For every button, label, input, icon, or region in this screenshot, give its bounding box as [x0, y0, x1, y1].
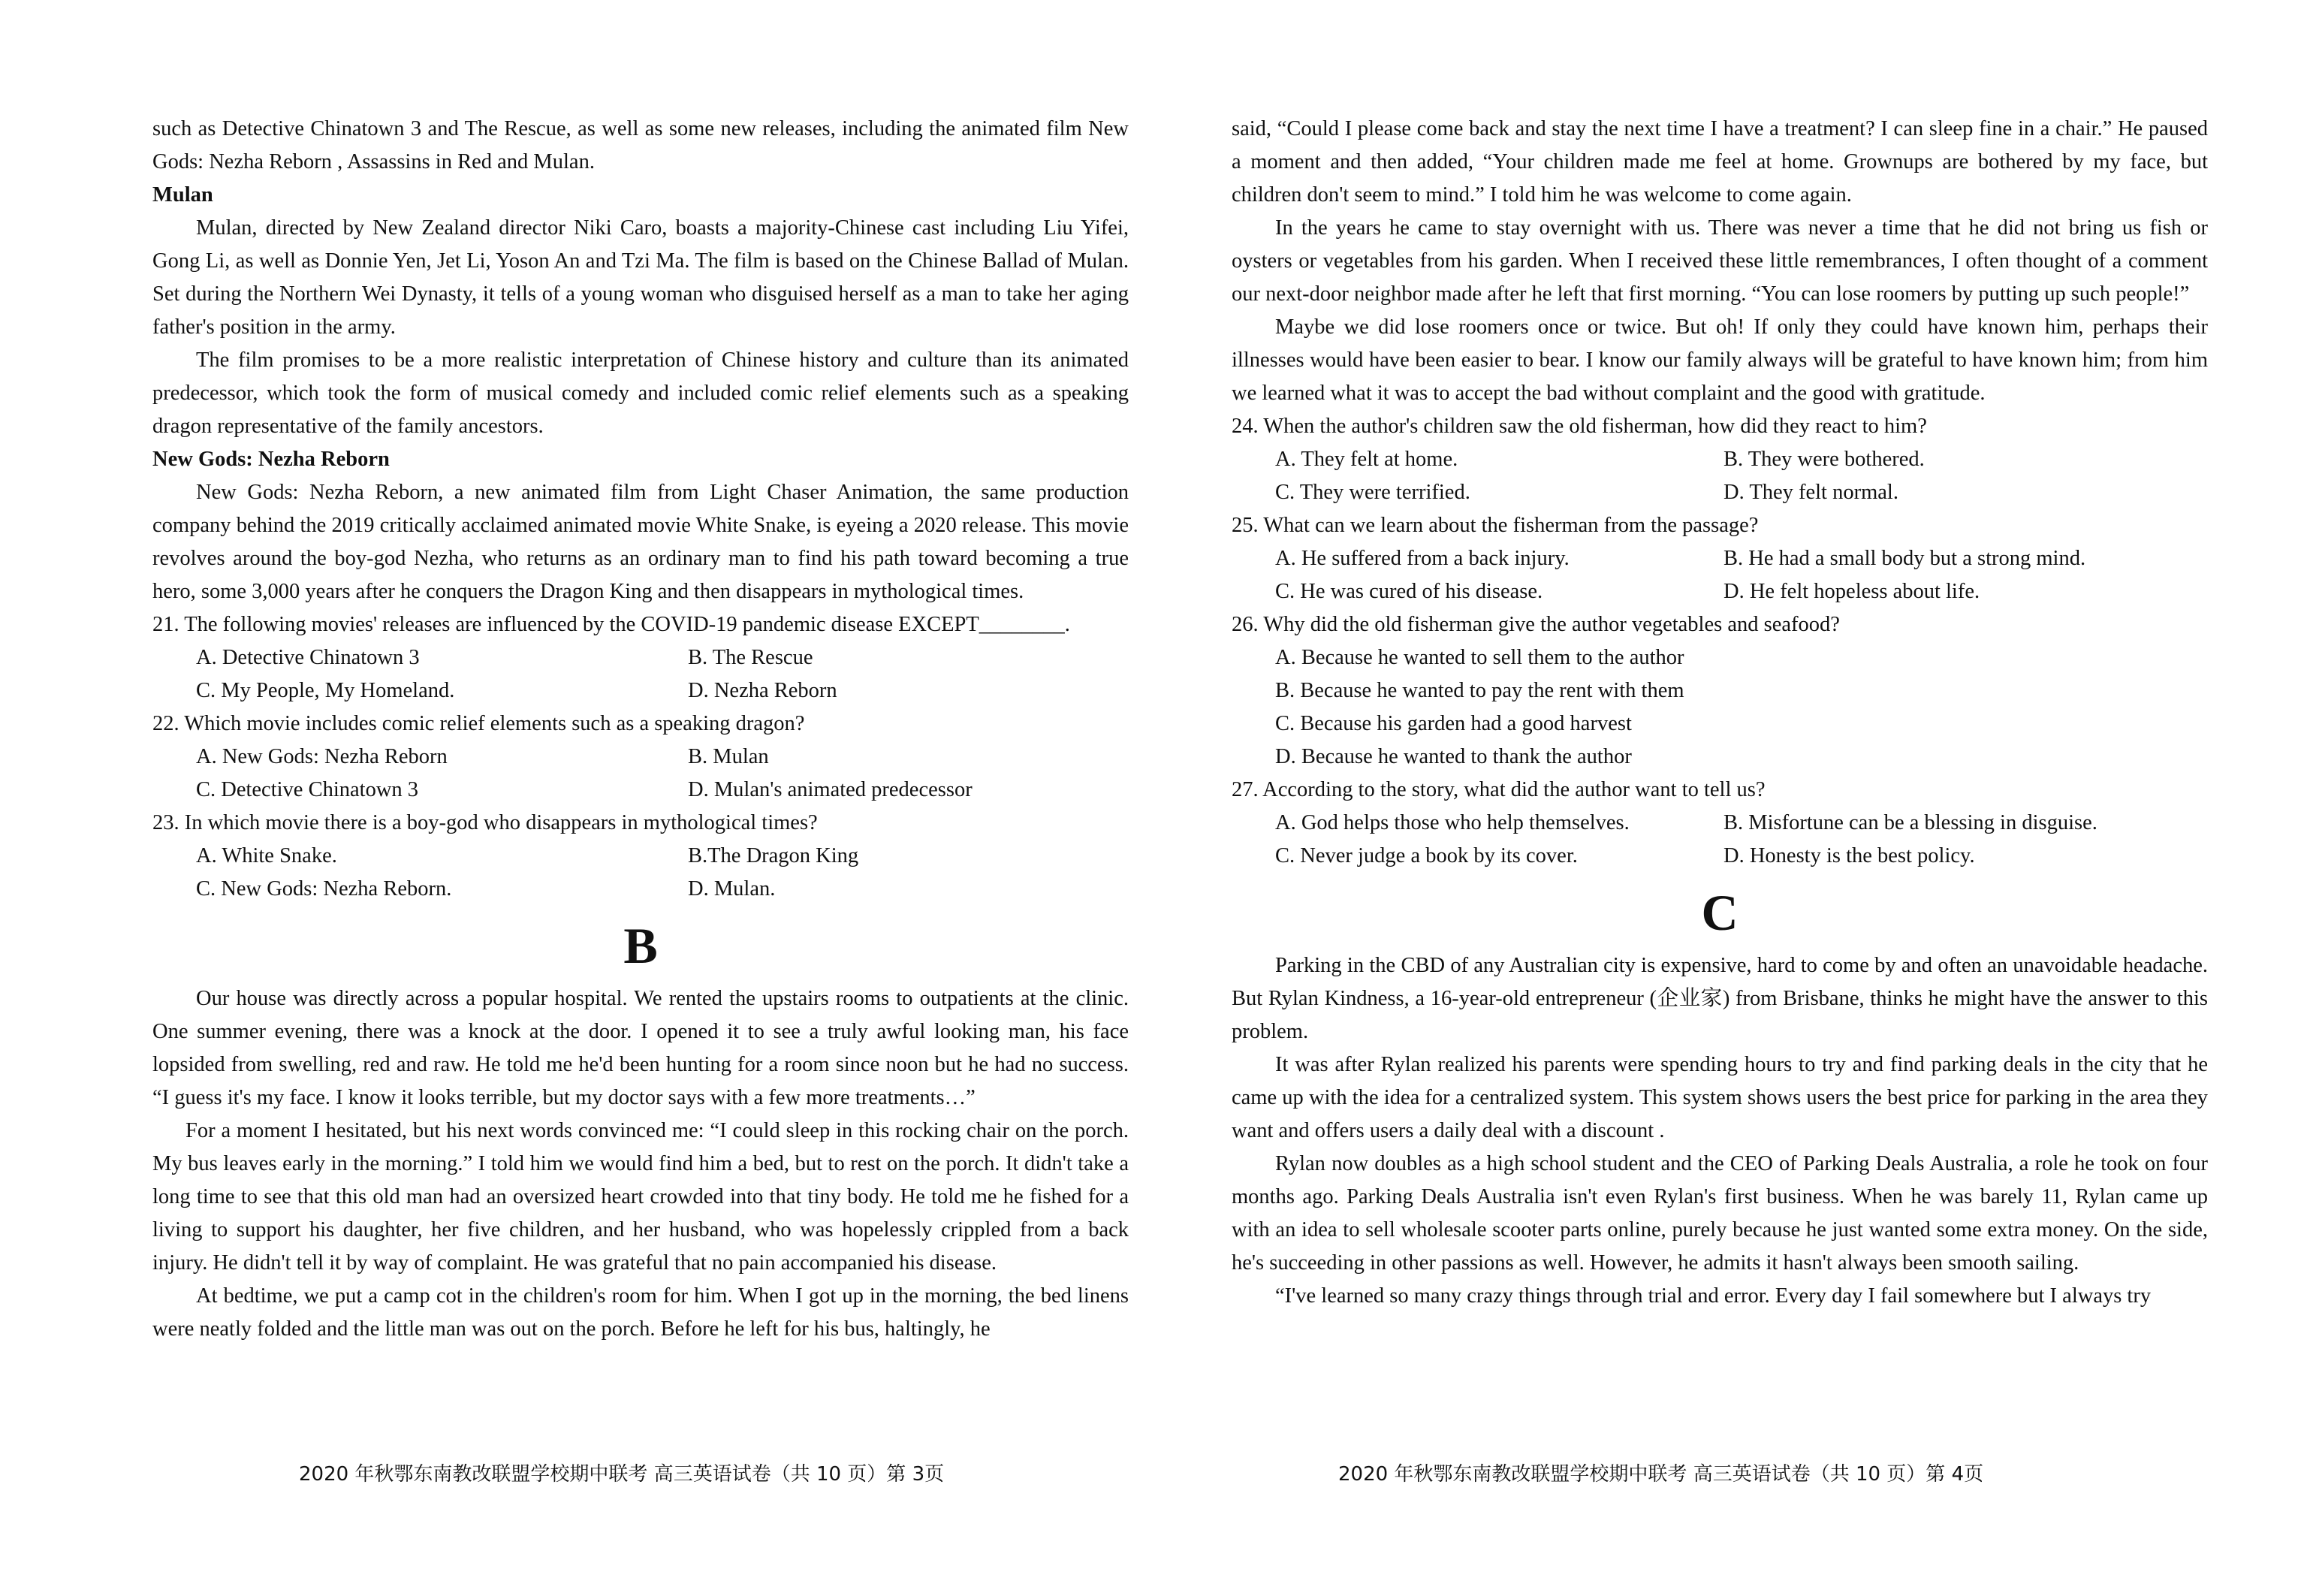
option-b: B. The Rescue [688, 646, 813, 669]
passage-b-paragraph-6: Maybe we did lose roomers once or twice. But oh! If only they could have known him, perhaps their illnesses would have been easier to bear. I know our family always will be grateful to have known him; from him we learned what it was to accept the bad without complaint and the good with gratitude. [1232, 315, 2208, 405]
mulan-paragraph-2: The film promises to be a more realistic interpretation of Chinese history and culture than its animated predecessor, which took the form of musical comedy and included comic relief elements such as a speaking dragon representative of the family ancestors. [152, 348, 1129, 438]
question-24 [1232, 410, 2208, 509]
option-d: D. Because he wanted to thank the author [1275, 745, 1632, 768]
passage-c-paragraph-2: It was after Rylan realized his parents were spending hours to try and find parking deals in the city that he came up with the idea for a centralized system. This system shows users the best price for parking in the area they want and offers users a daily deal with a discount . [1232, 1053, 2208, 1142]
question-stem: 22. Which movie includes comic relief elements such as a speaking dragon? [152, 712, 805, 735]
question-stem: 21. The following movies' releases are influenced by the COVID-19 pandemic disease EXCEPT________. [152, 613, 1070, 636]
nezha-heading: New Gods: Nezha Reborn [152, 448, 390, 471]
mulan-paragraph-1: Mulan, directed by New Zealand director Niki Caro, boasts a majority-Chinese cast including Liu Yifei, Gong Li, as well as Donnie Yen, Jet Li, Yoson An and Tzi Ma. The film is based on the Chinese Ballad of Mulan. Set during the Northern Wei Dynasty, it tells of a young woman who disguised herself as a man to take her aging father's position in the army. [152, 216, 1129, 339]
option-a: A. He suffered from a back injury. [1275, 547, 1570, 570]
question-stem: 27. According to the story, what did the author want to tell us? [1232, 778, 1766, 801]
option-d: D. He felt hopeless about life. [1723, 580, 1980, 603]
passage-b-paragraph-3: At bedtime, we put a camp cot in the children's room for him. When I got up in the morning, the bed linens were neatly folded and the little man was out on the porch. Before he left for his bus, haltingly, he [152, 1284, 1129, 1341]
passage-c-paragraph-4: “I've learned so many crazy things through trial and error. Every day I fail somewhere but I always try [1275, 1284, 2152, 1308]
question-options [1232, 641, 2208, 774]
option-c: C. Because his garden had a good harvest [1275, 712, 1632, 735]
option-a: A. Detective Chinatown 3 [196, 646, 420, 669]
option-c: C. Detective Chinatown 3 [196, 778, 419, 801]
question-options [1232, 443, 2208, 509]
option-d: D. They felt normal. [1723, 481, 1898, 504]
exam-page-4 [1152, 0, 2304, 1596]
option-c: C. New Gods: Nezha Reborn. [196, 877, 452, 901]
option-a: A. They felt at home. [1275, 448, 1458, 471]
question-22 [152, 707, 1129, 807]
option-a: A. New Gods: Nezha Reborn [196, 745, 448, 768]
question-stem: 23. In which movie there is a boy-god who disappears in mythological times? [152, 811, 818, 834]
question-stem: 24. When the author's children saw the old fisherman, how did they react to him? [1232, 415, 1927, 438]
option-d: D. Nezha Reborn [688, 679, 837, 702]
question-25 [1232, 509, 2208, 608]
question-21 [152, 608, 1129, 707]
intro-paragraph: such as Detective Chinatown 3 and The Rescue, as well as some new releases, including the animated film New Gods: Nezha Reborn , Assassins in Red and Mulan. [152, 117, 1129, 173]
question-options [152, 641, 1129, 707]
question-27 [1232, 774, 2208, 873]
option-c: C. Never judge a book by its cover. [1275, 844, 1578, 867]
passage-b-paragraph-1: Our house was directly across a popular hospital. We rented the upstairs rooms to outpatients at the clinic. One summer evening, there was a knock at the door. I opened it to see a truly awful looking man, his face lopsided from swelling, red and raw. He told me he'd been hunting for a room since noon but he had no success. “I guess it's my face. I know it looks terrible, but my doctor says with a few more treatments…” [152, 987, 1129, 1109]
question-26 [1232, 608, 2208, 774]
option-b: B. They were bothered. [1723, 448, 1925, 471]
question-stem: 25. What can we learn about the fisherman from the passage? [1232, 514, 1759, 537]
nezha-paragraph-1: New Gods: Nezha Reborn, a new animated film from Light Chaser Animation, the same production company behind the 2019 critically acclaimed animated movie White Snake, is eyeing a 2020 release. This movie revolves around the boy-god Nezha, who returns as an ordinary man to find his path toward becoming a true hero, some 3,000 years after he conquers the Dragon King and then disappears in mythological times. [152, 481, 1129, 603]
section-c-heading: C [1701, 884, 1739, 941]
question-23 [152, 807, 1129, 906]
question-options [1232, 542, 2208, 608]
question-stem: 26. Why did the old fisherman give the author vegetables and seafood? [1232, 613, 1840, 636]
passage-c-paragraph-3: Rylan now doubles as a high school student and the CEO of Parking Deals Australia, a role he took on four months ago. Parking Deals Australia isn't even Rylan's first business. When he was barely 11, Rylan came up with an idea to sell wholesale scooter parts online, purely because he just wanted some extra money. On the side, he's succeeding in other passions as well. However, he admits it hasn't always been smooth sailing. [1232, 1152, 2208, 1275]
section-b-heading: B [623, 917, 658, 974]
option-b: B. Because he wanted to pay the rent with them [1275, 679, 1684, 702]
option-b: B. He had a small body but a strong mind. [1723, 547, 2086, 570]
page-3-footer: 2020 年秋鄂东南教改联盟学校期中联考 高三英语试卷（共 10 页）第 3页 [299, 1463, 945, 1486]
passage-b-paragraph-5: In the years he came to stay overnight with us. There was never a time that he did not bring us fish or oysters or vegetables from his garden. When I received these little remembrances, I often thought of a comment our next-door neighbor made after he left that first morning. “You can lose roomers by putting up such people!” [1232, 216, 2208, 306]
page-4-footer: 2020 年秋鄂东南教改联盟学校期中联考 高三英语试卷（共 10 页）第 4页 [1338, 1463, 1984, 1486]
option-b: B. Misfortune can be a blessing in disguise. [1723, 811, 2097, 834]
page-3-column [152, 113, 1129, 1346]
option-d: D. Honesty is the best policy. [1723, 844, 1975, 867]
option-c: C. They were terrified. [1275, 481, 1470, 504]
question-options [152, 840, 1129, 906]
option-a: A. White Snake. [196, 844, 337, 867]
mulan-heading: Mulan [152, 183, 213, 207]
option-a: A. Because he wanted to sell them to the author [1275, 646, 1684, 669]
passage-b-paragraph-4: said, “Could I please come back and stay the next time I have a treatment? I can sleep fine in a chair.” He paused a moment and then added, “Your children made me feel at home. Grownups are bothered by my face, but children don't seem to mind.” I told him he was welcome to come again. [1232, 117, 2208, 207]
option-d: D. Mulan. [688, 877, 776, 901]
option-b: B.The Dragon King [688, 844, 859, 867]
page-4-column [1232, 113, 2208, 1313]
option-b: B. Mulan [688, 745, 769, 768]
option-d: D. Mulan's animated predecessor [688, 778, 973, 801]
option-a: A. God helps those who help themselves. [1275, 811, 1630, 834]
question-options [1232, 807, 2208, 873]
passage-b-paragraph-2: For a moment I hesitated, but his next words convinced me: “I could sleep in this rocking chair on the porch. My bus leaves early in the morning.” I told him we would find him a bed, but to rest on the porch. It didn't take a long time to see that this old man had an oversized heart crowded into that tiny body. He told me he fished for a living to support his daughter, her five children, and her husband, who was hopelessly crippled from a back injury. He didn't tell it by way of complaint. He was grateful that no pain accompanied his disease. [152, 1119, 1129, 1275]
passage-c-paragraph-1: Parking in the CBD of any Australian city is expensive, hard to come by and often an unavoidable headache. But Rylan Kindness, a 16-year-old entrepreneur (企业家) from Brisbane, thinks he might have the answer to this problem. [1232, 954, 2208, 1043]
option-c: C. He was cured of his disease. [1275, 580, 1543, 603]
option-c: C. My People, My Homeland. [196, 679, 455, 702]
question-options [152, 741, 1129, 807]
